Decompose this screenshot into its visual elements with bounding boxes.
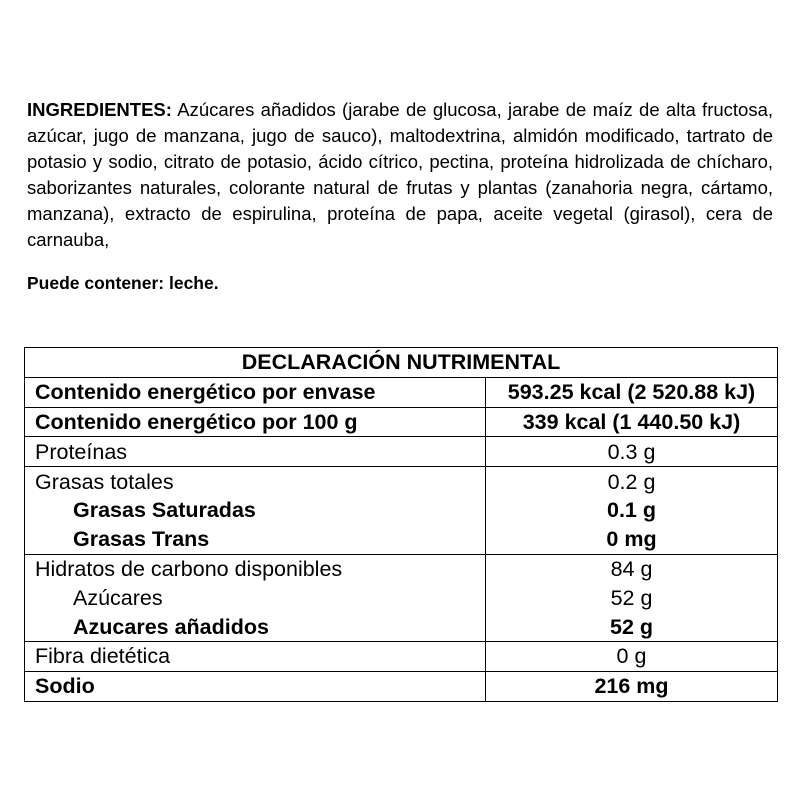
- nutrient-name: Grasas totales: [25, 467, 486, 496]
- nutrient-name: Contenido energético por 100 g: [25, 407, 486, 437]
- table-row: [25, 641, 778, 671]
- nutrient-value: 52 g: [610, 585, 653, 610]
- table-row: [25, 437, 778, 467]
- nutrient-value: 84 g: [486, 554, 778, 583]
- ingredients-label: INGREDIENTES:: [27, 99, 172, 120]
- nutrient-value: 216 mg: [486, 671, 778, 701]
- nutrient-name: Proteínas: [25, 437, 486, 467]
- nutrient-value: 0.2 g: [486, 467, 778, 496]
- ingredients-paragraph: [27, 97, 773, 253]
- table-row: [25, 525, 778, 554]
- nutrient-name: Azúcares: [25, 583, 486, 612]
- nutrient-name: Hidratos de carbono disponibles: [25, 554, 486, 583]
- table-row: [25, 377, 778, 407]
- nutrient-name: Contenido energético por envase: [25, 377, 486, 407]
- nutrient-value: 593.25 kcal (2 520.88 kJ): [507, 380, 756, 405]
- nutrition-facts-table: [24, 347, 778, 702]
- table-row: [25, 496, 778, 525]
- nutrient-value: 339 kcal (1 440.50 kJ): [486, 407, 778, 437]
- nutrient-value: 0.1 g: [607, 498, 656, 523]
- nutrient-name: Grasas Saturadas: [25, 496, 486, 525]
- nutrient-value: 52 g: [609, 614, 654, 639]
- nutrient-value: 0.3 g: [486, 437, 778, 467]
- nutrient-name: Fibra dietética: [25, 641, 486, 671]
- nutrient-name: Grasas Trans: [25, 525, 486, 554]
- table-row: [25, 467, 778, 496]
- table-row: [25, 554, 778, 583]
- table-row: [25, 407, 778, 437]
- nutrient-name: Sodio: [25, 671, 486, 701]
- ingredients-text: Azúcares añadidos (jarabe de glucosa, jarabe de maíz de alta fructosa, azúcar, jugo de manzana, jugo de sauco), maltodextrina, almidón modificado, tartrato de potasio y sodio, citrato de potasio, ácido cítrico, pectina, proteína hidrolizada de chícharo, saborizantes naturales, colorante natural de frutas y plantas (zanahoria negra, cártamo, manzana), extracto de espirulina, proteína de papa, aceite vegetal (girasol), cera de carnauba,: [27, 99, 774, 250]
- table-header-row: [25, 348, 778, 378]
- table-row: [25, 671, 778, 701]
- nutrient-name: Azucares añadidos: [25, 612, 486, 641]
- nutrient-value: 0 g: [486, 641, 778, 671]
- nutrient-value: 0 mg: [606, 527, 657, 552]
- table-row: [25, 612, 778, 641]
- table-row: [25, 583, 778, 612]
- nutrition-table-title: DECLARACIÓN NUTRIMENTAL: [25, 348, 778, 378]
- allergen-warning: Puede contener: leche.: [27, 273, 219, 293]
